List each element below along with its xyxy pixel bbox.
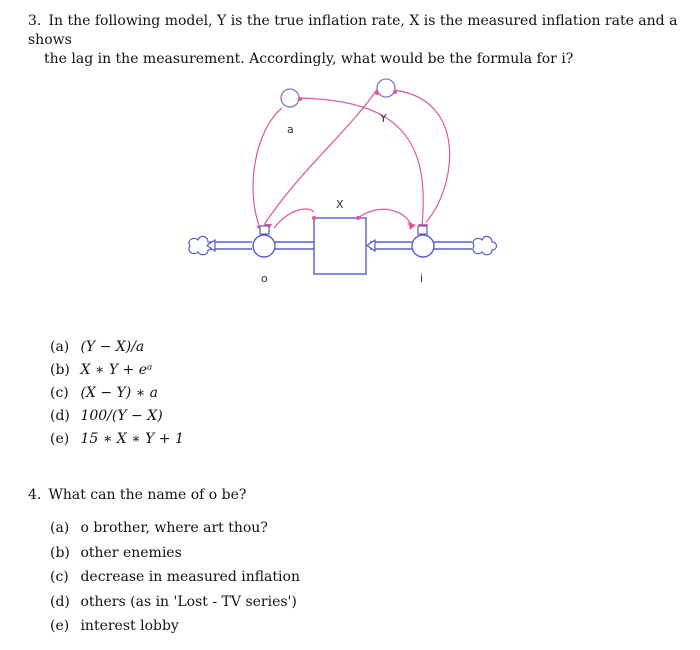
arrowhead-i-2 bbox=[408, 222, 416, 230]
option-text: others (as in 'Lost - TV series') bbox=[80, 593, 297, 610]
option-text: o brother, where art thou? bbox=[80, 520, 268, 536]
stock-flow-diagram bbox=[180, 70, 510, 290]
question-3-options bbox=[50, 336, 184, 451]
option-label: (a) bbox=[50, 520, 70, 536]
q3-option-d[interactable] bbox=[50, 405, 184, 428]
option-label: (b) bbox=[50, 362, 70, 378]
option-label: (a) bbox=[50, 339, 70, 355]
option-text: (Y − X)/a bbox=[80, 339, 145, 355]
label-x: X bbox=[336, 198, 344, 211]
option-label: (c) bbox=[50, 569, 69, 585]
aux-node-a bbox=[281, 89, 299, 107]
flow-pipe-o-to-stock bbox=[275, 242, 314, 249]
question-3 bbox=[28, 12, 683, 69]
option-label: (d) bbox=[50, 408, 70, 424]
cloud-source-right bbox=[473, 236, 497, 254]
aux-a-port bbox=[298, 97, 302, 101]
q4-option-b[interactable] bbox=[50, 541, 300, 566]
question-4-line-1: What can the name of o be? bbox=[48, 487, 247, 503]
q4-option-d[interactable] bbox=[50, 590, 300, 615]
label-y: Y bbox=[380, 112, 387, 125]
q4-option-a[interactable] bbox=[50, 516, 300, 541]
causal-links bbox=[253, 88, 450, 228]
stock-x bbox=[314, 218, 366, 274]
link-a-to-i bbox=[298, 98, 423, 225]
link-a-to-o bbox=[253, 108, 282, 228]
valve-i-handle bbox=[418, 226, 427, 234]
q3-option-e[interactable] bbox=[50, 428, 184, 451]
valve-o bbox=[253, 235, 275, 257]
valve-o-handle bbox=[260, 226, 269, 234]
option-text: X ∗ Y + eᵃ bbox=[80, 362, 153, 378]
label-o: o bbox=[261, 272, 268, 285]
label-a: a bbox=[287, 123, 294, 136]
option-text: 100/(Y − X) bbox=[80, 408, 163, 424]
flow-pipe-i-to-stock bbox=[370, 242, 412, 249]
q3-option-a[interactable] bbox=[50, 336, 184, 359]
question-3-line-1: In the following model, Y is the true inflation rate, X is the measured inflation rate and a shows bbox=[28, 13, 678, 48]
question-3-number: 3. bbox=[28, 13, 42, 29]
question-4-options bbox=[50, 516, 300, 639]
option-text: interest lobby bbox=[80, 618, 179, 634]
question-4 bbox=[28, 486, 683, 505]
valve-i bbox=[412, 235, 434, 257]
stock-x-port-right bbox=[356, 216, 360, 220]
option-label: (b) bbox=[50, 544, 70, 561]
aux-y-port-right bbox=[393, 90, 397, 94]
question-4-number: 4. bbox=[28, 487, 42, 503]
link-y-to-i bbox=[394, 90, 450, 222]
flow-pipe-right bbox=[434, 242, 472, 249]
aux-y-port-left bbox=[375, 91, 379, 95]
option-text: other enemies bbox=[80, 544, 182, 561]
label-i: i bbox=[420, 272, 424, 285]
stock-x-port-left bbox=[312, 216, 316, 220]
flow-pipe-left bbox=[210, 242, 252, 249]
link-x-to-o bbox=[274, 209, 314, 228]
option-text: 15 ∗ X ∗ Y + 1 bbox=[80, 431, 184, 447]
option-label: (c) bbox=[50, 385, 69, 401]
q4-option-e[interactable] bbox=[50, 614, 300, 639]
question-4-text bbox=[28, 486, 683, 505]
aux-node-y bbox=[377, 79, 395, 97]
q4-option-c[interactable] bbox=[50, 565, 300, 590]
q3-option-c[interactable] bbox=[50, 382, 184, 405]
question-3-line-2: the lag in the measurement. Accordingly, what would be the formula for i? bbox=[44, 51, 574, 67]
question-3-text bbox=[28, 12, 683, 50]
option-label: (e) bbox=[50, 618, 70, 634]
q3-option-b[interactable] bbox=[50, 359, 184, 382]
option-label: (e) bbox=[50, 431, 70, 447]
option-label: (d) bbox=[50, 593, 70, 610]
option-text: (X − Y) ∗ a bbox=[80, 385, 158, 401]
option-text: decrease in measured inflation bbox=[80, 569, 300, 585]
